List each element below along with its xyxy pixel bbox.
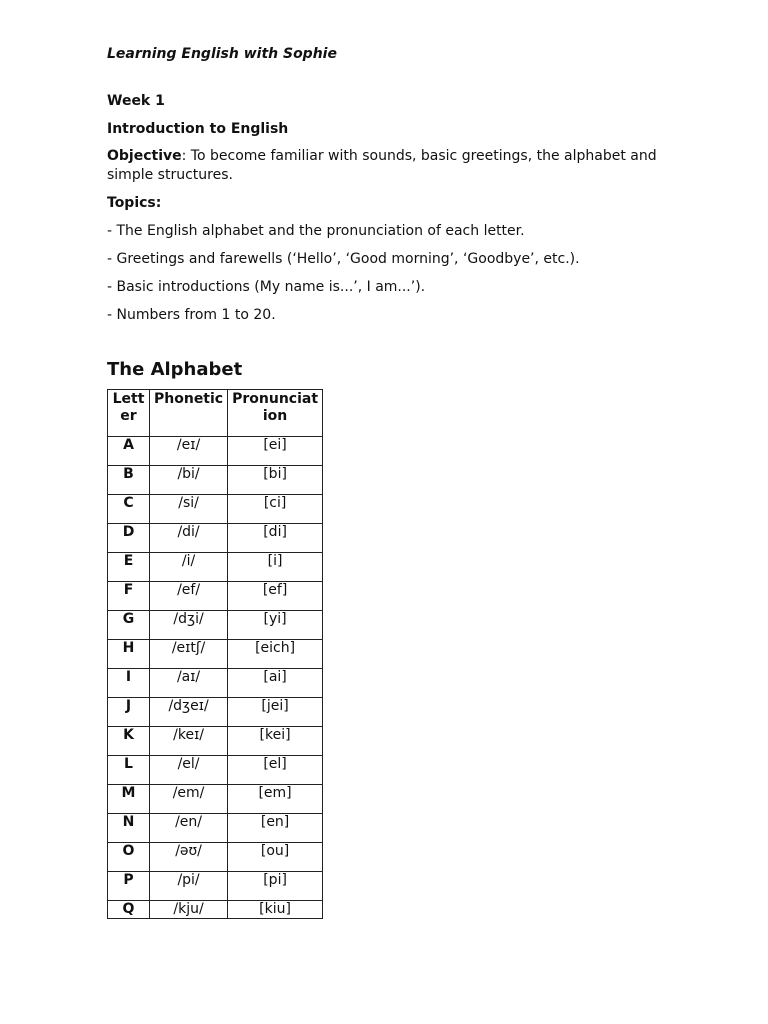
letter-cell: G (108, 611, 150, 640)
table-row (108, 843, 323, 872)
letter-cell: I (108, 669, 150, 698)
letter-cell: M (108, 785, 150, 814)
pronunciation-cell: [kei] (228, 727, 323, 756)
pronunciation-cell: [bi] (228, 466, 323, 495)
pronunciation-cell: [ou] (228, 843, 323, 872)
letter-cell: A (108, 437, 150, 466)
topic-list (107, 221, 667, 325)
letter-cell: O (108, 843, 150, 872)
phonetic-cell: /ef/ (150, 582, 228, 611)
pronunciation-cell: [eich] (228, 640, 323, 669)
table-row (108, 872, 323, 901)
pronunciation-cell: [jei] (228, 698, 323, 727)
phonetic-cell: /aɪ/ (150, 669, 228, 698)
table-row (108, 495, 323, 524)
table-row (108, 524, 323, 553)
column-header-phonetic: Phonetic (150, 390, 228, 437)
phonetic-cell: /en/ (150, 814, 228, 843)
objective-paragraph (107, 147, 667, 185)
table-row (108, 901, 323, 919)
week-heading: Week 1 (107, 93, 165, 109)
document-title: Learning English with Sophie (107, 46, 337, 62)
pronunciation-cell: [ei] (228, 437, 323, 466)
phonetic-cell: /dʒeɪ/ (150, 698, 228, 727)
pronunciation-cell: [el] (228, 756, 323, 785)
letter-cell: B (108, 466, 150, 495)
pronunciation-cell: [yi] (228, 611, 323, 640)
topic-item: - Numbers from 1 to 20. (107, 307, 276, 323)
phonetic-cell: /si/ (150, 495, 228, 524)
phonetic-cell: /em/ (150, 785, 228, 814)
phonetic-cell: /pi/ (150, 872, 228, 901)
letter-cell: C (108, 495, 150, 524)
phonetic-cell: /bi/ (150, 466, 228, 495)
letter-cell: D (108, 524, 150, 553)
phonetic-cell: /el/ (150, 756, 228, 785)
phonetic-cell: /eɪ/ (150, 437, 228, 466)
objective-label: Objective (107, 148, 182, 164)
table-row (108, 582, 323, 611)
table-row (108, 814, 323, 843)
phonetic-cell: /əʊ/ (150, 843, 228, 872)
letter-cell: E (108, 553, 150, 582)
letter-cell: N (108, 814, 150, 843)
table-row (108, 437, 323, 466)
phonetic-cell: /i/ (150, 553, 228, 582)
table-row (108, 698, 323, 727)
topic-item: - Greetings and farewells (‘Hello’, ‘Good morning’, ‘Goodbye’, etc.). (107, 251, 580, 267)
table-row (108, 727, 323, 756)
table-header-row (108, 390, 323, 437)
phonetic-cell: /di/ (150, 524, 228, 553)
topic-item: - The English alphabet and the pronunciation of each letter. (107, 223, 525, 239)
table-row (108, 669, 323, 698)
phonetic-cell: /keɪ/ (150, 727, 228, 756)
letter-cell: K (108, 727, 150, 756)
letter-cell: Q (108, 901, 150, 919)
pronunciation-cell: [di] (228, 524, 323, 553)
phonetic-cell: /kju/ (150, 901, 228, 919)
section-title: Introduction to English (107, 121, 289, 137)
table-row (108, 756, 323, 785)
pronunciation-cell: [kiu] (228, 901, 323, 919)
letter-cell: J (108, 698, 150, 727)
alphabet-table-body (108, 437, 323, 919)
topics-label: Topics: (107, 195, 162, 211)
table-row (108, 785, 323, 814)
table-row (108, 466, 323, 495)
pronunciation-cell: [pi] (228, 872, 323, 901)
pronunciation-cell: [en] (228, 814, 323, 843)
pronunciation-cell: [ai] (228, 669, 323, 698)
table-row (108, 611, 323, 640)
table-row (108, 640, 323, 669)
table-row (108, 553, 323, 582)
pronunciation-cell: [em] (228, 785, 323, 814)
letter-cell: L (108, 756, 150, 785)
column-header-letter: Lett er (108, 390, 150, 437)
pronunciation-cell: [i] (228, 553, 323, 582)
letter-cell: H (108, 640, 150, 669)
alphabet-heading: The Alphabet (107, 359, 243, 380)
pronunciation-cell: [ef] (228, 582, 323, 611)
topic-item: - Basic introductions (My name is...’, I am...’). (107, 279, 426, 295)
letter-cell: F (108, 582, 150, 611)
phonetic-cell: /dʒi/ (150, 611, 228, 640)
phonetic-cell: /eɪtʃ/ (150, 640, 228, 669)
alphabet-table (107, 389, 323, 919)
letter-cell: P (108, 872, 150, 901)
column-header-pronunciation: Pronunciat ion (228, 390, 323, 437)
objective-text: : To become familiar with sounds, basic greetings, the alphabet and simple structures. (107, 148, 657, 183)
pronunciation-cell: [ci] (228, 495, 323, 524)
document-page (107, 44, 667, 919)
